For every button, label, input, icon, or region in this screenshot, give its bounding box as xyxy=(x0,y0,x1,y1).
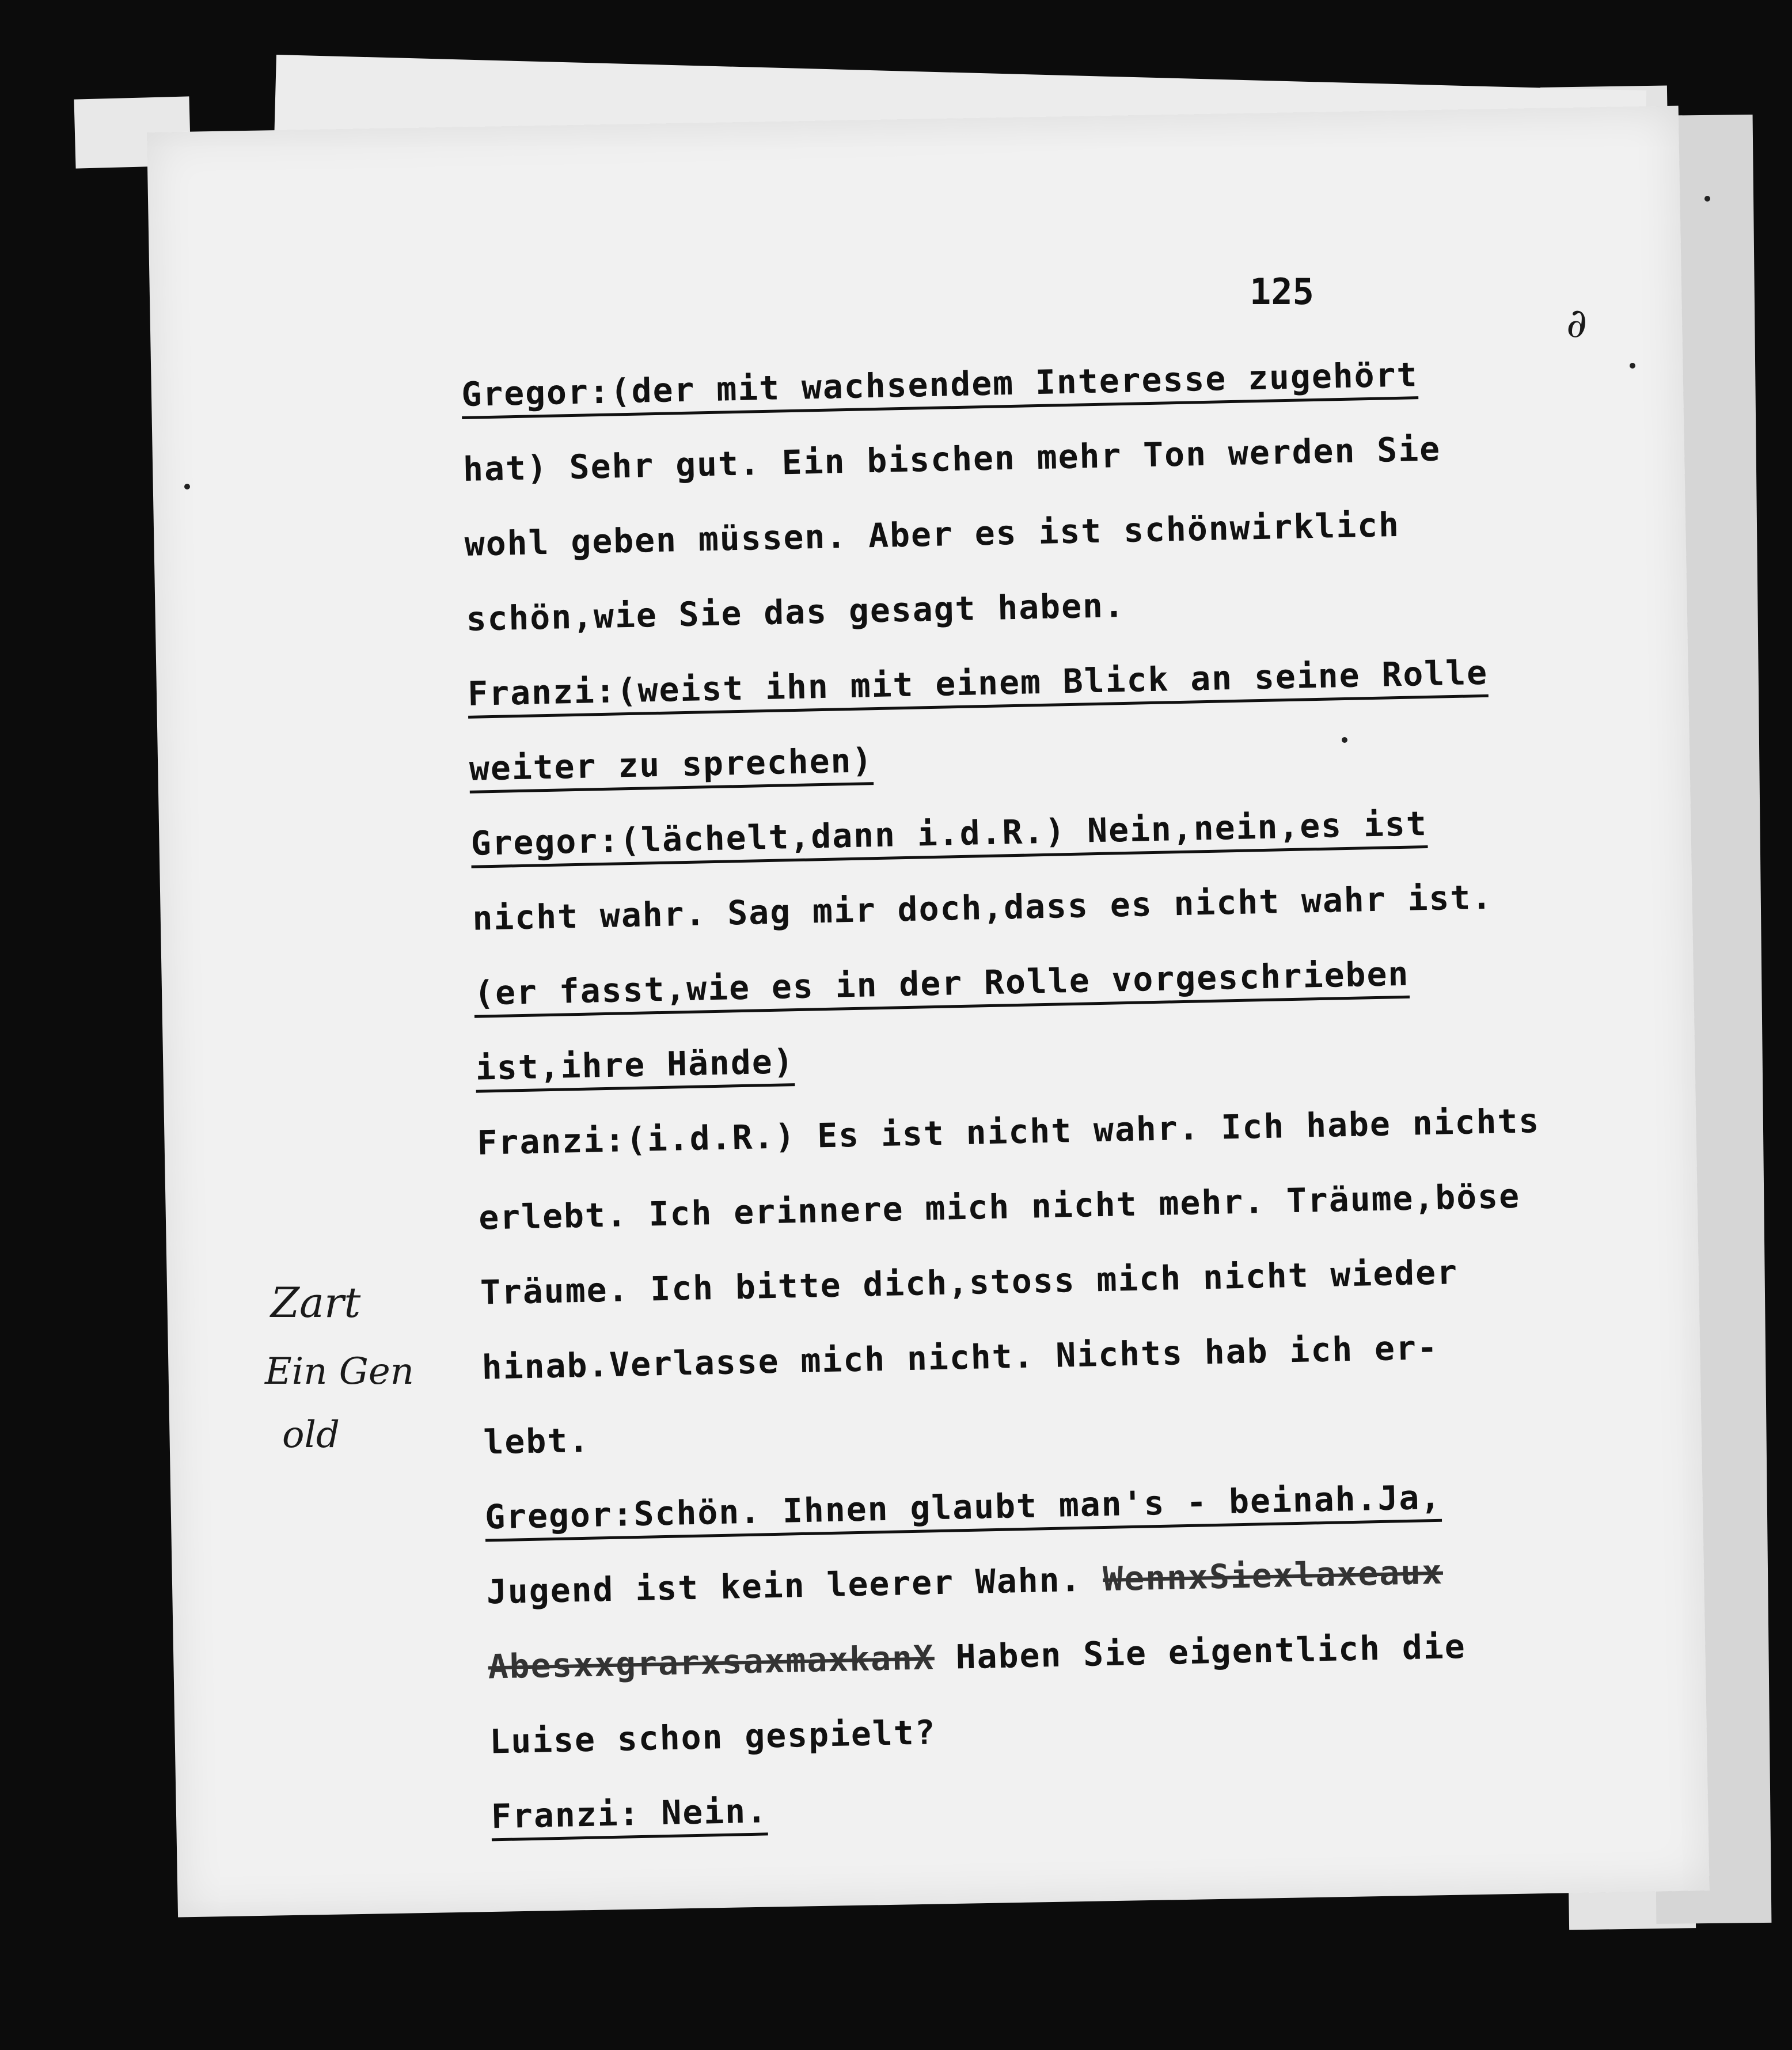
text-line: (er fasst,wie es in der Rolle vorgeschrieben xyxy=(473,954,1410,1013)
text-line: hinab.Verlasse mich nicht. Nichts hab ich er- xyxy=(481,1327,1439,1387)
handwritten-mark: ∂ xyxy=(1566,299,1588,347)
text-line: Gregor:Schön. Ihnen glaubt man's - beinah.Ja, xyxy=(484,1477,1442,1537)
paper-speck xyxy=(1342,737,1347,743)
paper-speck xyxy=(1630,363,1635,369)
text-line: erlebt. Ich erinnere mich nicht mehr. Träume,böse xyxy=(478,1176,1521,1237)
typed-text-block xyxy=(461,332,1672,1854)
struck-text: WennxSiexlaxeaux xyxy=(1102,1552,1444,1599)
text-line: Franzi:(i.d.R.) Es ist nicht wahr. Ich habe nichts xyxy=(476,1101,1540,1163)
paper-speck xyxy=(184,484,190,489)
handwritten-margin-note: Ein Gen xyxy=(265,1350,414,1393)
text-line: Luise schon gespielt? xyxy=(489,1713,937,1762)
text-line: Franzi:(weist ihn mit einem Blick an seine Rolle xyxy=(467,652,1489,713)
text-line: ist,ihre Hände) xyxy=(475,1042,795,1088)
text-line: Gregor:(lächelt,dann i.d.R.) Nein,nein,es ist xyxy=(470,804,1428,863)
text-line: wohl geben müssen. Aber es ist schönwirklich xyxy=(464,504,1400,564)
text-line: nicht wahr. Sag mir doch,dass es nicht wahr ist. xyxy=(472,877,1493,938)
text-line: hat) Sehr gut. Ein bischen mehr Ton werden Sie xyxy=(462,429,1441,489)
text-segment: Jugend ist kein leerer Wahn. xyxy=(486,1559,1083,1612)
text-line: Franzi: Nein. xyxy=(491,1791,768,1836)
text-line: weiter zu sprechen) xyxy=(469,741,874,788)
text-line: Gregor:(der mit wachsendem Interesse zugehört xyxy=(461,355,1419,414)
text-line: schön,wie Sie das gesagt haben. xyxy=(465,585,1126,639)
text-line: lebt. xyxy=(483,1420,590,1462)
handwritten-margin-note: old xyxy=(282,1414,340,1456)
page-number: 125 xyxy=(1250,271,1314,313)
handwritten-margin-note: Zart xyxy=(271,1278,361,1327)
text-segment: Haben Sie eigentlich die xyxy=(955,1626,1467,1677)
text-line: Träume. Ich bitte dich,stoss mich nicht wieder xyxy=(480,1252,1459,1312)
struck-text: AbesxxgrarxsaxmaxkanX xyxy=(487,1638,935,1687)
paper-speck xyxy=(1704,196,1710,202)
